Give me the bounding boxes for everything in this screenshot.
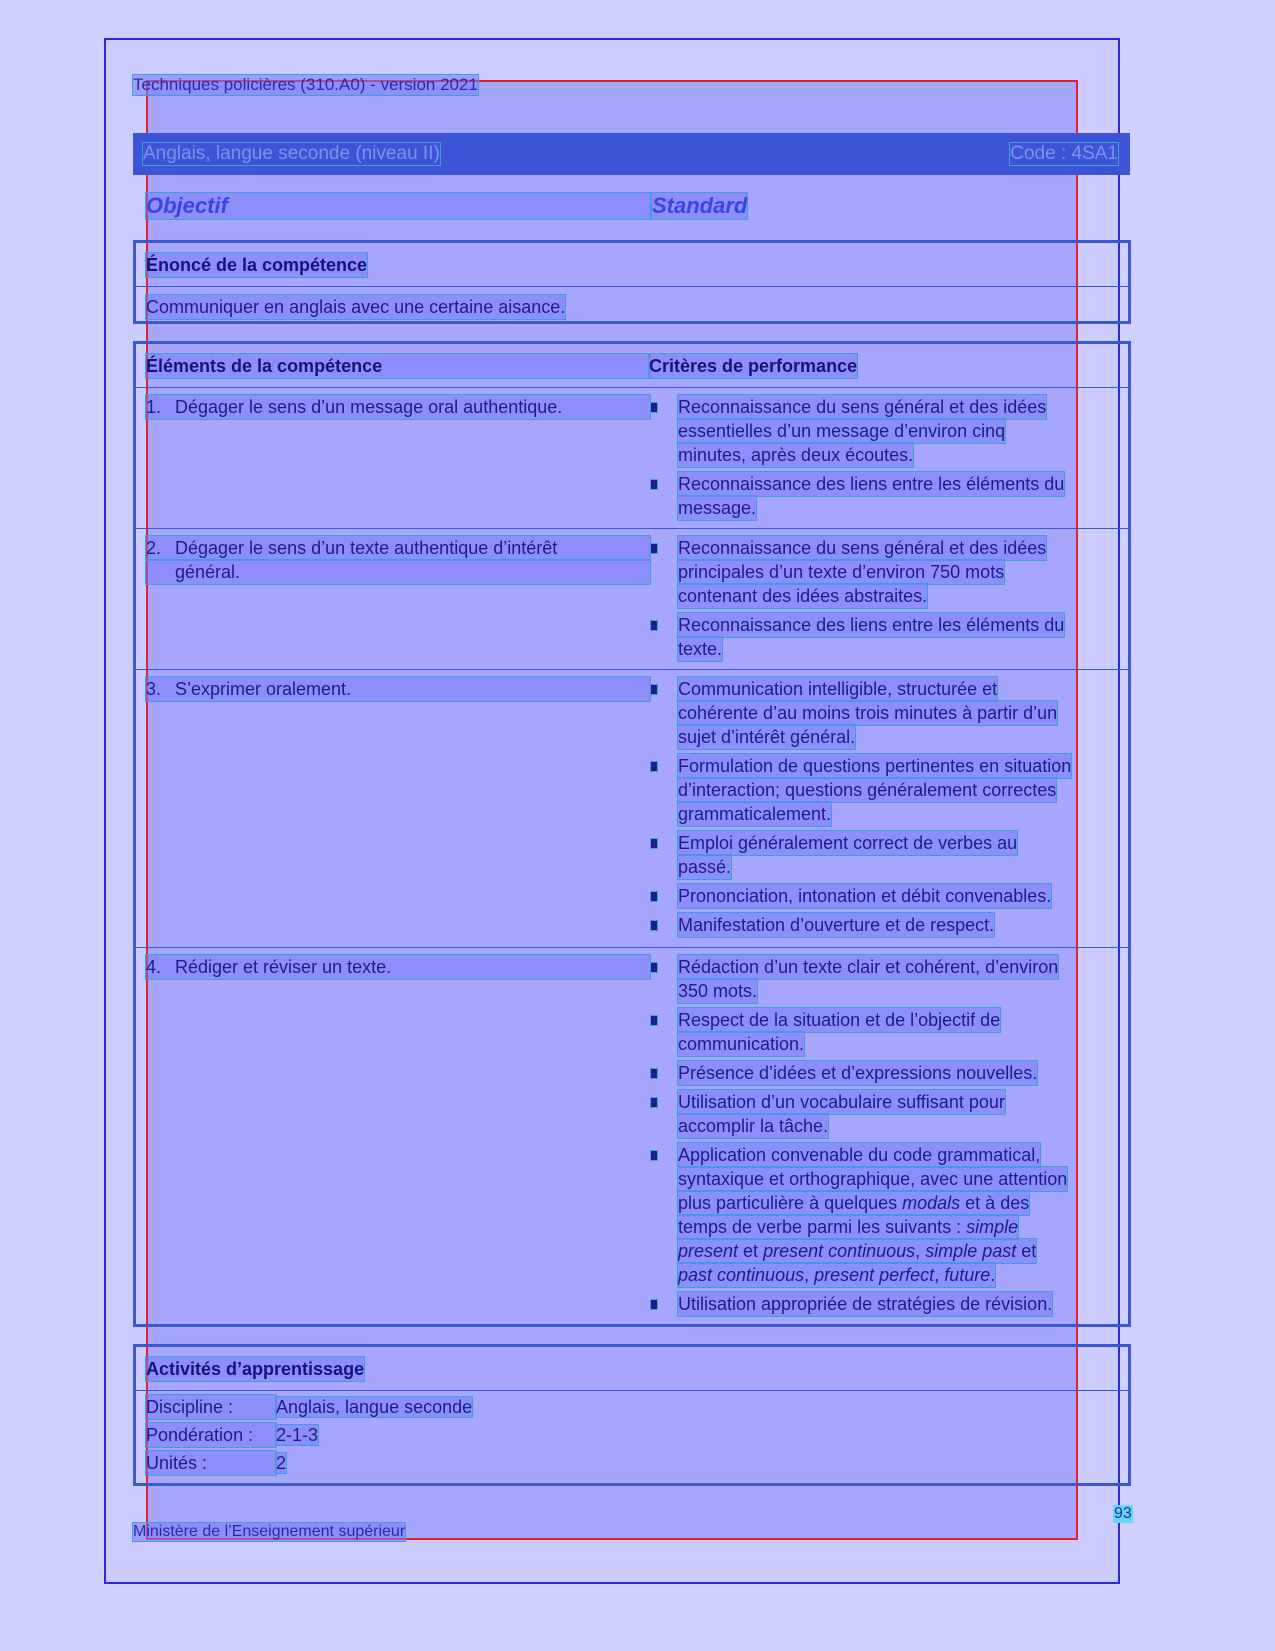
criterion-3-3: passé. [678,857,732,877]
bullet-icon [651,921,657,930]
discipline-value: Anglais, langue seconde [276,1397,473,1417]
criterion-4-5: plus particulière à quelques modals et à des [678,1193,1030,1213]
element-2-text: général. [146,560,650,584]
criterion-3-2: Formulation de questions pertinentes en situation [678,756,1072,776]
course-code: Code : 4SA1 [1010,143,1118,164]
weighting-value: 2-1-3 [276,1425,319,1445]
units-value: 2 [276,1453,287,1473]
ministry-footer: Ministère de l’Enseignement supérieur [133,1523,406,1540]
criterion-2-1: contenant des idées abstraites. [678,586,928,606]
activities-heading: Activités d’apprentissage [146,1359,365,1379]
units-label: Unités : [146,1451,276,1475]
bullet-icon [651,1151,657,1160]
bullet-icon [651,480,657,489]
criterion-3-1: Communication intelligible, structurée et [678,679,998,699]
criteria-heading: Critères de performance [649,356,858,376]
running-header: Techniques policières (310.A0) - version 2021 [133,75,478,94]
competency-statement: Communiquer en anglais avec une certaine aisance. [146,297,566,317]
criterion-4-5: Application convenable du code grammatical, [678,1145,1041,1165]
criterion-3-2: grammaticalement. [678,804,832,824]
criterion-1-1: essentielles d’un message d’environ cinq [678,421,1006,441]
element-1-text: 1. Dégager le sens d’un message oral authentique. [146,395,650,419]
bullet-icon [651,839,657,848]
criterion-1-1: Reconnaissance du sens général et des idées [678,397,1047,417]
criterion-4-5: past continuous, present perfect, future. [678,1265,996,1285]
element-3-text: 3. S’exprimer oralement. [146,677,650,701]
criterion-2-2: texte. [678,639,723,659]
discipline-label: Discipline : [146,1395,276,1419]
element-4-text: 4. Rédiger et réviser un texte. [146,955,650,979]
criterion-4-4: accomplir la tâche. [678,1116,829,1136]
bullet-icon [651,1016,657,1025]
criterion-4-2: Respect de la situation et de l’objectif de [678,1010,1001,1030]
bullet-icon [651,403,657,412]
bullet-icon [651,1098,657,1107]
criterion-3-3: Emploi généralement correct de verbes au [678,833,1018,853]
criterion-4-3: Présence d’idées et d’expressions nouvelles. [678,1063,1038,1083]
criterion-3-2: d’interaction; questions généralement correctes [678,780,1057,800]
criterion-1-1: minutes, après deux écoutes. [678,445,914,465]
criterion-3-5: Manifestation d’ouverture et de respect. [678,915,995,935]
criterion-1-2: message. [678,498,757,518]
criterion-2-1: principales d’un texte d’environ 750 mots [678,562,1005,582]
bullet-icon [651,963,657,972]
elements-heading: Éléments de la compétence [146,354,650,378]
criterion-3-1: sujet d’intérêt général. [678,727,856,747]
criterion-2-2: Reconnaissance des liens entre les éléments du [678,615,1065,635]
bullet-icon [651,1300,657,1309]
standard-heading: Standard [652,193,748,218]
criterion-3-1: cohérente d’au moins trois minutes à partir d’un [678,703,1058,723]
bullet-icon [651,892,657,901]
criterion-4-4: Utilisation d’un vocabulaire suffisant pour [678,1092,1005,1112]
element-2-text: 2. Dégager le sens d’un texte authentique d’intérêt [146,536,650,560]
bullet-icon [651,544,657,553]
discipline-row [146,1395,472,1419]
bullet-icon [651,1069,657,1078]
bullet-icon [651,762,657,771]
criterion-4-2: communication. [678,1034,805,1054]
element-number: 1. [146,397,162,417]
criterion-2-1: Reconnaissance du sens général et des idées [678,538,1047,558]
course-title: Anglais, langue seconde (niveau II) [143,143,440,164]
element-number: 4. [146,957,162,977]
criterion-4-1: Rédaction d’un texte clair et cohérent, d’environ [678,957,1059,977]
competency-heading: Énoncé de la compétence [146,255,368,275]
element-number: 3. [146,679,162,699]
criterion-4-6: Utilisation appropriée de stratégies de révision. [678,1294,1053,1314]
weighting-row [146,1423,318,1447]
element-number: 2. [146,538,162,558]
bullet-icon [651,685,657,694]
weighting-label: Pondération : [146,1423,276,1447]
bullet-icon [651,621,657,630]
objective-heading: Objectif [146,193,650,219]
criterion-4-1: 350 mots. [678,981,758,1001]
units-row [146,1451,286,1475]
criterion-1-2: Reconnaissance des liens entre les éléments du [678,474,1065,494]
criterion-4-5: present et present continuous, simple past et [678,1241,1037,1261]
criterion-4-5: temps de verbe parmi les suivants : simple [678,1217,1019,1237]
criterion-3-4: Prononciation, intonation et débit convenables. [678,886,1052,906]
page-number: 93 [1114,1505,1132,1522]
criterion-4-5: syntaxique et orthographique, avec une attention [678,1169,1068,1189]
course-title-bar [133,133,1130,175]
